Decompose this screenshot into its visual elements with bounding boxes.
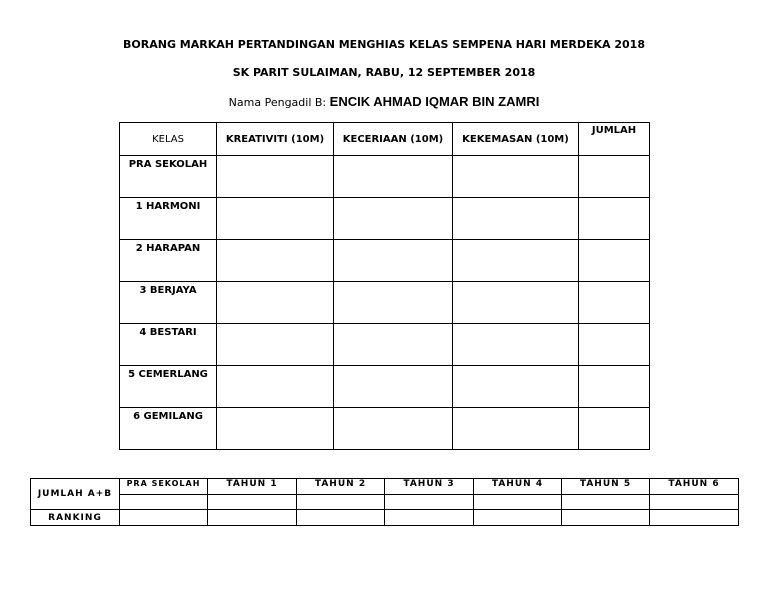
- ranking-input-cell[interactable]: [385, 510, 474, 526]
- header-kekemasan: KEKEMASAN (10M): [453, 123, 579, 156]
- score-cell[interactable]: [453, 366, 579, 408]
- total-cell[interactable]: [579, 282, 650, 324]
- score-cell[interactable]: [453, 324, 579, 366]
- total-cell[interactable]: [579, 324, 650, 366]
- judge-label: Nama Pengadil B:: [228, 96, 327, 109]
- total-input-cell[interactable]: [120, 495, 208, 510]
- score-cell[interactable]: [453, 240, 579, 282]
- col-tahun-4: TAHUN 4: [474, 479, 562, 495]
- col-tahun-2: TAHUN 2: [297, 479, 385, 495]
- class-label: 3 BERJAYA: [120, 282, 217, 324]
- score-cell[interactable]: [217, 282, 334, 324]
- table-row: [120, 408, 650, 450]
- judge-line: [0, 94, 768, 109]
- row-label-ranking: RANKING: [31, 510, 120, 526]
- summary-ranking-row: [31, 510, 739, 526]
- score-cell[interactable]: [453, 198, 579, 240]
- summary-total-row: [31, 495, 739, 510]
- total-input-cell[interactable]: [385, 495, 474, 510]
- table-row: [120, 366, 650, 408]
- ranking-input-cell[interactable]: [474, 510, 562, 526]
- row-label-jumlah: JUMLAH A+B: [31, 479, 120, 510]
- score-table: [119, 122, 650, 450]
- score-cell[interactable]: [334, 240, 453, 282]
- score-cell[interactable]: [334, 282, 453, 324]
- class-label: 1 HARMONI: [120, 198, 217, 240]
- table-row: [120, 156, 650, 198]
- score-cell[interactable]: [217, 408, 334, 450]
- col-pra-sekolah: PRA SEKOLAH: [120, 479, 208, 495]
- score-cell[interactable]: [334, 366, 453, 408]
- col-tahun-1: TAHUN 1: [208, 479, 297, 495]
- total-input-cell[interactable]: [562, 495, 650, 510]
- summary-table: [30, 478, 739, 526]
- score-cell[interactable]: [217, 240, 334, 282]
- score-cell[interactable]: [334, 324, 453, 366]
- ranking-input-cell[interactable]: [297, 510, 385, 526]
- col-tahun-3: TAHUN 3: [385, 479, 474, 495]
- score-header-row: [120, 123, 650, 156]
- summary-header-row: [31, 479, 739, 495]
- class-label: 5 CEMERLANG: [120, 366, 217, 408]
- total-input-cell[interactable]: [297, 495, 385, 510]
- header-jumlah: JUMLAH: [579, 123, 650, 156]
- ranking-input-cell[interactable]: [120, 510, 208, 526]
- class-label: 4 BESTARI: [120, 324, 217, 366]
- ranking-input-cell[interactable]: [650, 510, 739, 526]
- header-keceriaan: KECERIAAN (10M): [334, 123, 453, 156]
- total-cell[interactable]: [579, 198, 650, 240]
- total-cell[interactable]: [579, 156, 650, 198]
- score-cell[interactable]: [453, 282, 579, 324]
- class-label: PRA SEKOLAH: [120, 156, 217, 198]
- total-input-cell[interactable]: [208, 495, 297, 510]
- col-tahun-6: TAHUN 6: [650, 479, 739, 495]
- form-subtitle: SK PARIT SULAIMAN, RABU, 12 SEPTEMBER 2018: [232, 66, 536, 79]
- header-kreativiti: KREATIVITI (10M): [217, 123, 334, 156]
- score-cell[interactable]: [217, 156, 334, 198]
- table-row: [120, 240, 650, 282]
- class-label: 2 HARAPAN: [120, 240, 217, 282]
- ranking-input-cell[interactable]: [208, 510, 297, 526]
- table-row: [120, 324, 650, 366]
- col-tahun-5: TAHUN 5: [562, 479, 650, 495]
- score-cell[interactable]: [334, 198, 453, 240]
- score-cell[interactable]: [334, 408, 453, 450]
- score-cell[interactable]: [217, 198, 334, 240]
- total-cell[interactable]: [579, 366, 650, 408]
- class-label: 6 GEMILANG: [120, 408, 217, 450]
- total-input-cell[interactable]: [474, 495, 562, 510]
- total-cell[interactable]: [579, 408, 650, 450]
- table-row: [120, 198, 650, 240]
- score-cell[interactable]: [217, 366, 334, 408]
- score-cell[interactable]: [453, 408, 579, 450]
- score-cell[interactable]: [453, 156, 579, 198]
- judge-name: ENCIK AHMAD IQMAR BIN ZAMRI: [329, 94, 540, 109]
- score-cell[interactable]: [334, 156, 453, 198]
- ranking-input-cell[interactable]: [562, 510, 650, 526]
- total-cell[interactable]: [579, 240, 650, 282]
- form-title: BORANG MARKAH PERTANDINGAN MENGHIAS KELAS SEMPENA HARI MERDEKA 2018: [123, 38, 645, 51]
- header-kelas: KELAS: [120, 123, 217, 156]
- table-row: [120, 282, 650, 324]
- score-cell[interactable]: [217, 324, 334, 366]
- total-input-cell[interactable]: [650, 495, 739, 510]
